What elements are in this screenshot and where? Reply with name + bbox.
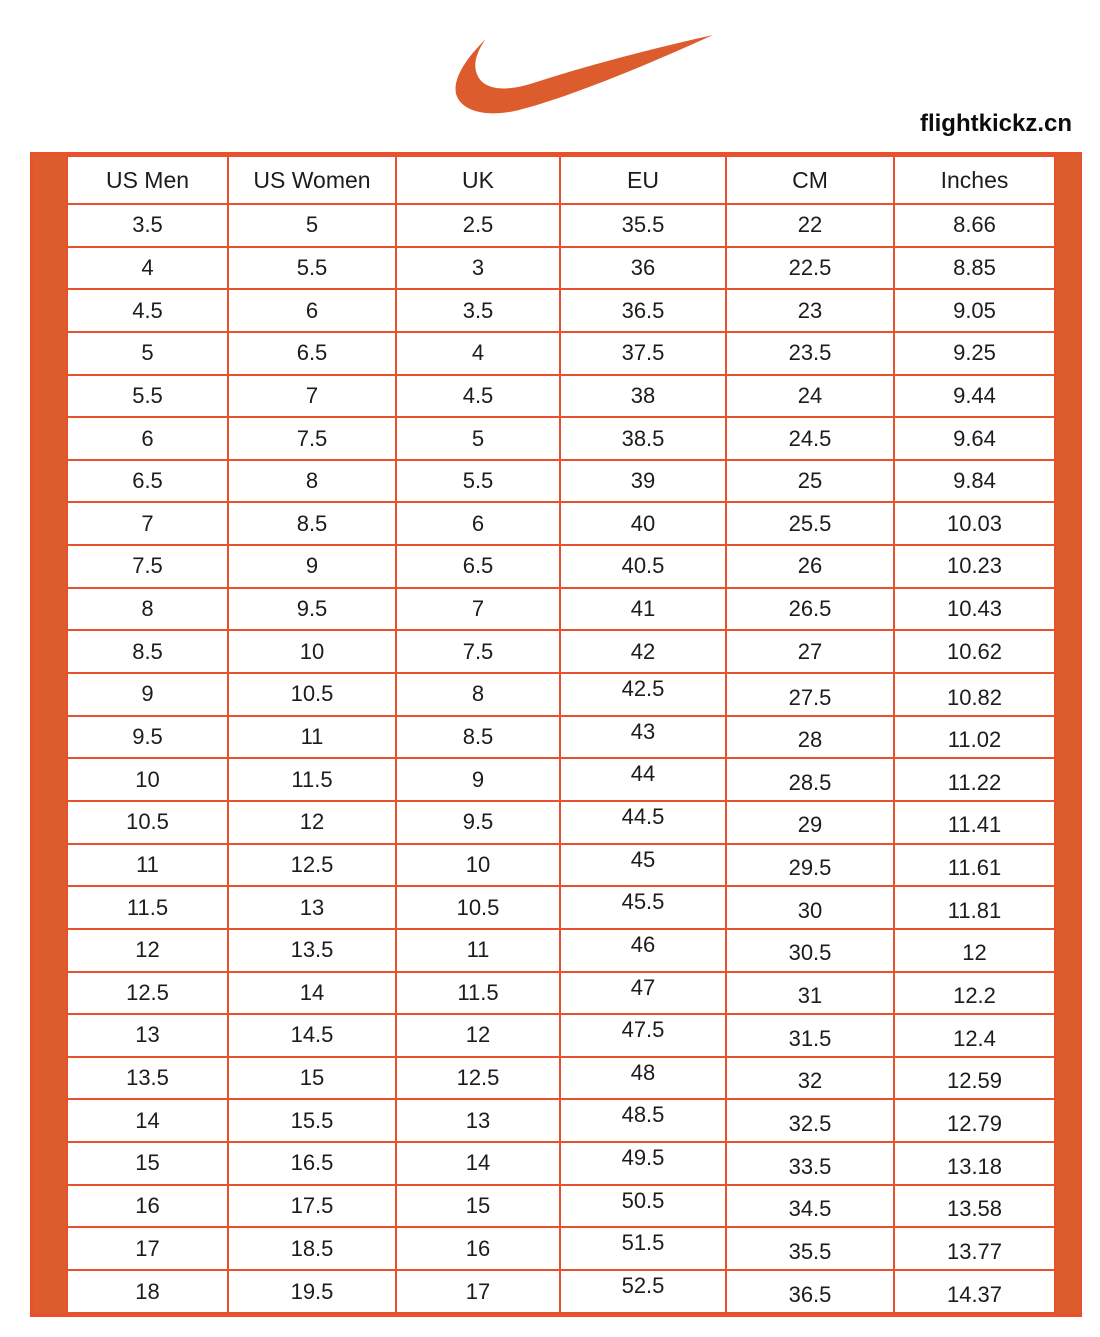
table-row: [67, 1270, 1055, 1313]
size-cell: 13.77: [894, 1227, 1055, 1270]
table-row: [67, 460, 1055, 503]
size-cell: 11.22: [894, 758, 1055, 801]
size-cell: 35.5: [726, 1227, 894, 1270]
size-cell: 16: [67, 1185, 228, 1228]
table-row: [67, 204, 1055, 247]
size-cell: 3.5: [396, 289, 560, 332]
size-cell: 13.5: [67, 1057, 228, 1100]
size-cell: 30: [726, 886, 894, 929]
size-cell: 6.5: [396, 545, 560, 588]
column-header-eu: EU: [560, 156, 726, 204]
size-chart: [30, 152, 1082, 1317]
size-cell: 8: [396, 673, 560, 716]
size-cell: 9.05: [894, 289, 1055, 332]
size-cell: 13: [396, 1099, 560, 1142]
size-cell: 39: [560, 460, 726, 503]
size-cell: 27: [726, 630, 894, 673]
size-cell: 42: [560, 630, 726, 673]
size-cell: 5.5: [67, 375, 228, 418]
size-cell: 17.5: [228, 1185, 396, 1228]
table-row: [67, 1099, 1055, 1142]
swoosh-icon: [453, 34, 717, 116]
size-cell: 38: [560, 375, 726, 418]
size-cell: 9.84: [894, 460, 1055, 503]
size-cell: 8.5: [228, 502, 396, 545]
size-cell: 5.5: [396, 460, 560, 503]
size-cell: 23: [726, 289, 894, 332]
size-cell: 11: [396, 929, 560, 972]
size-cell: 13.5: [228, 929, 396, 972]
size-cell: 6: [67, 417, 228, 460]
size-cell: 35.5: [560, 204, 726, 247]
size-cell: 9.5: [228, 588, 396, 631]
size-cell: 8: [67, 588, 228, 631]
size-cell: 6: [396, 502, 560, 545]
size-cell: 12.5: [67, 972, 228, 1015]
size-cell: 5.5: [228, 247, 396, 290]
size-cell: 17: [67, 1227, 228, 1270]
right-accent-bar: [1056, 155, 1081, 1314]
size-cell: 5: [67, 332, 228, 375]
size-cell: 5: [228, 204, 396, 247]
size-cell: 2.5: [396, 204, 560, 247]
size-cell: 11.5: [67, 886, 228, 929]
size-cell: 52.5: [560, 1270, 726, 1313]
size-cell: 4: [396, 332, 560, 375]
size-cell: 9.25: [894, 332, 1055, 375]
size-cell: 14: [67, 1099, 228, 1142]
size-cell: 40: [560, 502, 726, 545]
table-row: [67, 289, 1055, 332]
size-cell: 25: [726, 460, 894, 503]
size-conversion-table: [66, 155, 1056, 1314]
size-cell: 23.5: [726, 332, 894, 375]
table-row: [67, 247, 1055, 290]
size-cell: 4.5: [67, 289, 228, 332]
size-cell: 12: [228, 801, 396, 844]
table-row: [67, 929, 1055, 972]
size-cell: 10.5: [67, 801, 228, 844]
size-cell: 8.66: [894, 204, 1055, 247]
size-cell: 9.5: [67, 716, 228, 759]
size-cell: 40.5: [560, 545, 726, 588]
table-row: [67, 1142, 1055, 1185]
size-cell: 44.5: [560, 801, 726, 844]
size-cell: 31.5: [726, 1014, 894, 1057]
size-cell: 6.5: [228, 332, 396, 375]
size-cell: 47.5: [560, 1014, 726, 1057]
size-cell: 12: [894, 929, 1055, 972]
size-cell: 9.44: [894, 375, 1055, 418]
size-cell: 10.43: [894, 588, 1055, 631]
size-cell: 41: [560, 588, 726, 631]
size-cell: 12.4: [894, 1014, 1055, 1057]
size-cell: 10.82: [894, 673, 1055, 716]
column-header-us-men: US Men: [67, 156, 228, 204]
size-cell: 16.5: [228, 1142, 396, 1185]
size-cell: 10: [67, 758, 228, 801]
size-cell: 10: [228, 630, 396, 673]
table-row: [67, 886, 1055, 929]
size-cell: 42.5: [560, 673, 726, 716]
size-cell: 17: [396, 1270, 560, 1313]
size-cell: 27.5: [726, 673, 894, 716]
size-cell: 47: [560, 972, 726, 1015]
size-cell: 12.79: [894, 1099, 1055, 1142]
size-cell: 22.5: [726, 247, 894, 290]
size-cell: 44: [560, 758, 726, 801]
size-cell: 15.5: [228, 1099, 396, 1142]
size-cell: 22: [726, 204, 894, 247]
table-row: [67, 375, 1055, 418]
size-cell: 11: [67, 844, 228, 887]
size-cell: 46: [560, 929, 726, 972]
size-cell: 49.5: [560, 1142, 726, 1185]
header-row: [67, 156, 1055, 204]
size-cell: 28: [726, 716, 894, 759]
size-cell: 7: [67, 502, 228, 545]
size-cell: 11.41: [894, 801, 1055, 844]
size-cell: 37.5: [560, 332, 726, 375]
nike-swoosh-logo: [453, 34, 717, 116]
size-cell: 12.5: [228, 844, 396, 887]
size-cell: 6: [228, 289, 396, 332]
size-cell: 3: [396, 247, 560, 290]
size-cell: 8.5: [396, 716, 560, 759]
size-cell: 11.81: [894, 886, 1055, 929]
size-cell: 11: [228, 716, 396, 759]
watermark-text: flightkickz.cn: [919, 110, 1072, 137]
size-cell: 7.5: [67, 545, 228, 588]
table-row: [67, 1057, 1055, 1100]
size-cell: 12: [67, 929, 228, 972]
table-row: [67, 1227, 1055, 1270]
size-cell: 10.23: [894, 545, 1055, 588]
size-cell: 33.5: [726, 1142, 894, 1185]
size-cell: 7: [228, 375, 396, 418]
size-cell: 51.5: [560, 1227, 726, 1270]
size-cell: 14: [228, 972, 396, 1015]
size-cell: 7.5: [228, 417, 396, 460]
table-row: [67, 844, 1055, 887]
table-row: [67, 417, 1055, 460]
size-cell: 9: [228, 545, 396, 588]
size-cell: 15: [396, 1185, 560, 1228]
size-cell: 12: [396, 1014, 560, 1057]
column-header-us-women: US Women: [228, 156, 396, 204]
table-row: [67, 972, 1055, 1015]
size-cell: 48.5: [560, 1099, 726, 1142]
size-cell: 29.5: [726, 844, 894, 887]
table-row: [67, 1185, 1055, 1228]
size-cell: 10.5: [228, 673, 396, 716]
size-cell: 10: [396, 844, 560, 887]
size-cell: 4.5: [396, 375, 560, 418]
size-cell: 11.5: [228, 758, 396, 801]
size-cell: 7.5: [396, 630, 560, 673]
size-cell: 31: [726, 972, 894, 1015]
size-cell: 15: [228, 1057, 396, 1100]
size-cell: 45.5: [560, 886, 726, 929]
size-cell: 26: [726, 545, 894, 588]
size-cell: 32: [726, 1057, 894, 1100]
size-cell: 9: [67, 673, 228, 716]
size-cell: 32.5: [726, 1099, 894, 1142]
size-cell: 18.5: [228, 1227, 396, 1270]
size-cell: 16: [396, 1227, 560, 1270]
size-cell: 24: [726, 375, 894, 418]
size-cell: 45: [560, 844, 726, 887]
size-cell: 13: [67, 1014, 228, 1057]
size-cell: 11.02: [894, 716, 1055, 759]
column-header-inches: Inches: [894, 156, 1055, 204]
size-cell: 48: [560, 1057, 726, 1100]
size-cell: 12.2: [894, 972, 1055, 1015]
size-cell: 8: [228, 460, 396, 503]
size-cell: 9.5: [396, 801, 560, 844]
size-cell: 11.5: [396, 972, 560, 1015]
size-cell: 11.61: [894, 844, 1055, 887]
size-cell: 29: [726, 801, 894, 844]
table-row: [67, 588, 1055, 631]
size-cell: 26.5: [726, 588, 894, 631]
size-cell: 9: [396, 758, 560, 801]
size-cell: 5: [396, 417, 560, 460]
table-row: [67, 716, 1055, 759]
size-cell: 19.5: [228, 1270, 396, 1313]
size-cell: 30.5: [726, 929, 894, 972]
size-cell: 10.03: [894, 502, 1055, 545]
size-cell: 43: [560, 716, 726, 759]
size-cell: 34.5: [726, 1185, 894, 1228]
size-cell: 13: [228, 886, 396, 929]
size-cell: 28.5: [726, 758, 894, 801]
table-row: [67, 673, 1055, 716]
column-header-uk: UK: [396, 156, 560, 204]
size-cell: 12.59: [894, 1057, 1055, 1100]
table-row: [67, 332, 1055, 375]
size-cell: 12.5: [396, 1057, 560, 1100]
column-header-cm: CM: [726, 156, 894, 204]
size-cell: 36.5: [726, 1270, 894, 1313]
size-cell: 3.5: [67, 204, 228, 247]
table-row: [67, 630, 1055, 673]
size-cell: 50.5: [560, 1185, 726, 1228]
size-cell: 8.5: [67, 630, 228, 673]
size-cell: 14: [396, 1142, 560, 1185]
size-cell: 7: [396, 588, 560, 631]
size-cell: 18: [67, 1270, 228, 1313]
size-cell: 4: [67, 247, 228, 290]
size-cell: 36.5: [560, 289, 726, 332]
size-cell: 10.5: [396, 886, 560, 929]
size-cell: 15: [67, 1142, 228, 1185]
size-cell: 38.5: [560, 417, 726, 460]
table-row: [67, 545, 1055, 588]
table-row: [67, 502, 1055, 545]
table-row: [67, 758, 1055, 801]
size-cell: 9.64: [894, 417, 1055, 460]
size-cell: 10.62: [894, 630, 1055, 673]
size-cell: 36: [560, 247, 726, 290]
size-cell: 13.18: [894, 1142, 1055, 1185]
table-row: [67, 1014, 1055, 1057]
size-cell: 14.37: [894, 1270, 1055, 1313]
size-cell: 6.5: [67, 460, 228, 503]
size-cell: 24.5: [726, 417, 894, 460]
size-cell: 13.58: [894, 1185, 1055, 1228]
size-cell: 25.5: [726, 502, 894, 545]
size-cell: 8.85: [894, 247, 1055, 290]
table-row: [67, 801, 1055, 844]
left-accent-bar: [33, 155, 66, 1314]
size-cell: 14.5: [228, 1014, 396, 1057]
